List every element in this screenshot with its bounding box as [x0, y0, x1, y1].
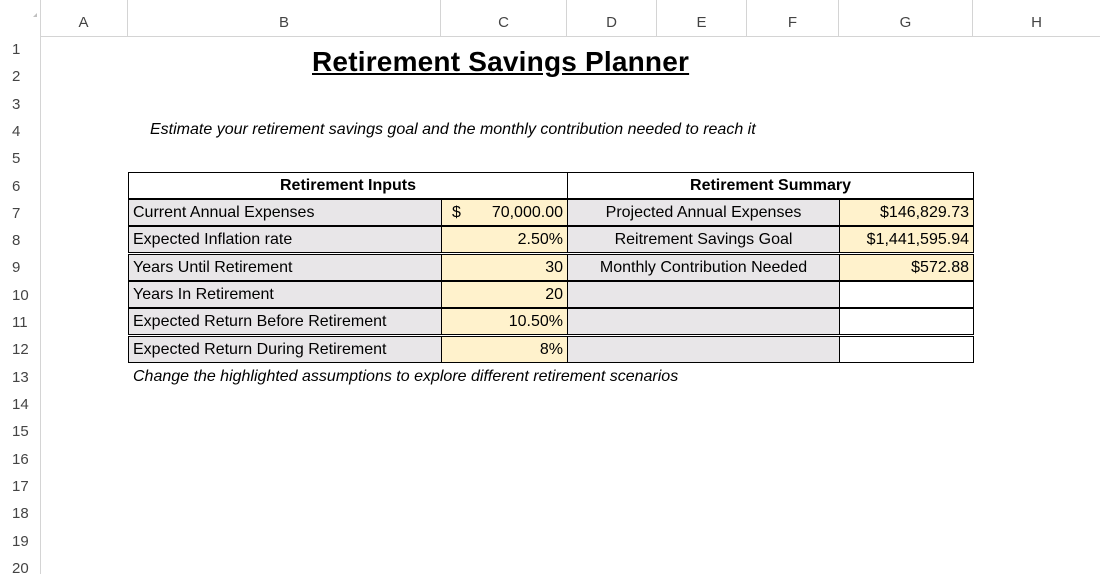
input-label-years-until-retirement[interactable]: Years Until Retirement: [128, 254, 442, 281]
column-header-h[interactable]: H: [1031, 14, 1042, 31]
input-return-before-retirement[interactable]: 10.50%: [441, 308, 568, 335]
row-header-5[interactable]: 5: [12, 150, 21, 167]
summary-label-savings-goal[interactable]: Reitrement Savings Goal: [567, 226, 840, 253]
summary-projected-annual-expenses[interactable]: $146,829.73: [839, 199, 974, 226]
row-header-11[interactable]: 11: [12, 314, 28, 331]
input-label-return-before-retirement[interactable]: Expected Return Before Retirement: [128, 308, 442, 335]
input-return-during-retirement[interactable]: 8%: [441, 336, 568, 363]
input-years-in-retirement[interactable]: 20: [441, 281, 568, 308]
currency-symbol: $: [452, 204, 461, 221]
select-all-corner[interactable]: [0, 0, 41, 36]
select-all-triangle-icon: [33, 9, 37, 17]
column-header-a[interactable]: A: [40, 0, 128, 36]
summary-label-monthly-contribution[interactable]: Monthly Contribution Needed: [567, 254, 840, 281]
row-header-3[interactable]: 3: [12, 96, 21, 113]
column-header-e[interactable]: E: [657, 0, 747, 36]
row-header-bar: [0, 36, 41, 577]
column-header-c[interactable]: C: [441, 0, 567, 36]
row-header-1[interactable]: 1: [12, 41, 21, 58]
row-header-15[interactable]: 15: [12, 423, 29, 440]
input-inflation-rate[interactable]: 2.50%: [441, 226, 568, 253]
row-header-12[interactable]: 12: [12, 341, 29, 358]
summary-empty-label-cell[interactable]: [567, 308, 840, 335]
row-header-18[interactable]: 18: [12, 505, 29, 522]
input-label-inflation-rate[interactable]: Expected Inflation rate: [128, 226, 442, 253]
sheet-subtitle[interactable]: Estimate your retirement savings goal and the monthly contribution needed to reach it: [150, 121, 756, 138]
column-header-bar: [0, 0, 1100, 37]
sheet-title[interactable]: Retirement Savings Planner: [312, 46, 690, 77]
input-years-until-retirement[interactable]: 30: [441, 254, 568, 281]
row-header-14[interactable]: 14: [12, 396, 29, 413]
input-label-return-during-retirement[interactable]: Expected Return During Retirement: [128, 336, 442, 363]
row-header-19[interactable]: 19: [12, 533, 29, 550]
inputs-header[interactable]: Retirement Inputs: [128, 172, 568, 199]
row-header-10[interactable]: 10: [12, 287, 29, 304]
summary-header[interactable]: Retirement Summary: [567, 172, 974, 199]
summary-label-projected-annual-expenses[interactable]: Projected Annual Expenses: [567, 199, 840, 226]
row-header-17[interactable]: 17: [12, 478, 29, 495]
input-label-years-in-retirement[interactable]: Years In Retirement: [128, 281, 442, 308]
summary-monthly-contribution[interactable]: $572.88: [839, 254, 974, 281]
summary-empty-value-cell[interactable]: [839, 336, 974, 363]
input-label-current-annual-expenses[interactable]: Current Annual Expenses: [128, 199, 442, 226]
column-header-b[interactable]: B: [128, 0, 441, 36]
input-value: 70,000.00: [491, 204, 563, 221]
column-header-d[interactable]: D: [567, 0, 657, 36]
column-header-f[interactable]: F: [747, 0, 839, 36]
summary-empty-label-cell[interactable]: [567, 281, 840, 308]
column-header-g[interactable]: G: [839, 0, 973, 36]
row-header-16[interactable]: 16: [12, 451, 29, 468]
summary-savings-goal[interactable]: $1,441,595.94: [839, 226, 974, 253]
row-header-2[interactable]: 2: [12, 68, 21, 85]
row-header-13[interactable]: 13: [12, 369, 29, 386]
input-current-annual-expenses[interactable]: [441, 199, 568, 226]
summary-empty-value-cell[interactable]: [839, 281, 974, 308]
row-header-9[interactable]: 9: [12, 259, 21, 276]
row-header-4[interactable]: 4: [12, 123, 21, 140]
row-header-7[interactable]: 7: [12, 205, 21, 222]
scenario-note[interactable]: Change the highlighted assumptions to explore different retirement scenarios: [133, 368, 679, 385]
row-header-20[interactable]: 20: [12, 560, 29, 577]
summary-empty-label-cell[interactable]: [567, 336, 840, 363]
row-header-8[interactable]: 8: [12, 232, 21, 249]
row-header-6[interactable]: 6: [12, 178, 21, 195]
summary-empty-value-cell[interactable]: [839, 308, 974, 335]
